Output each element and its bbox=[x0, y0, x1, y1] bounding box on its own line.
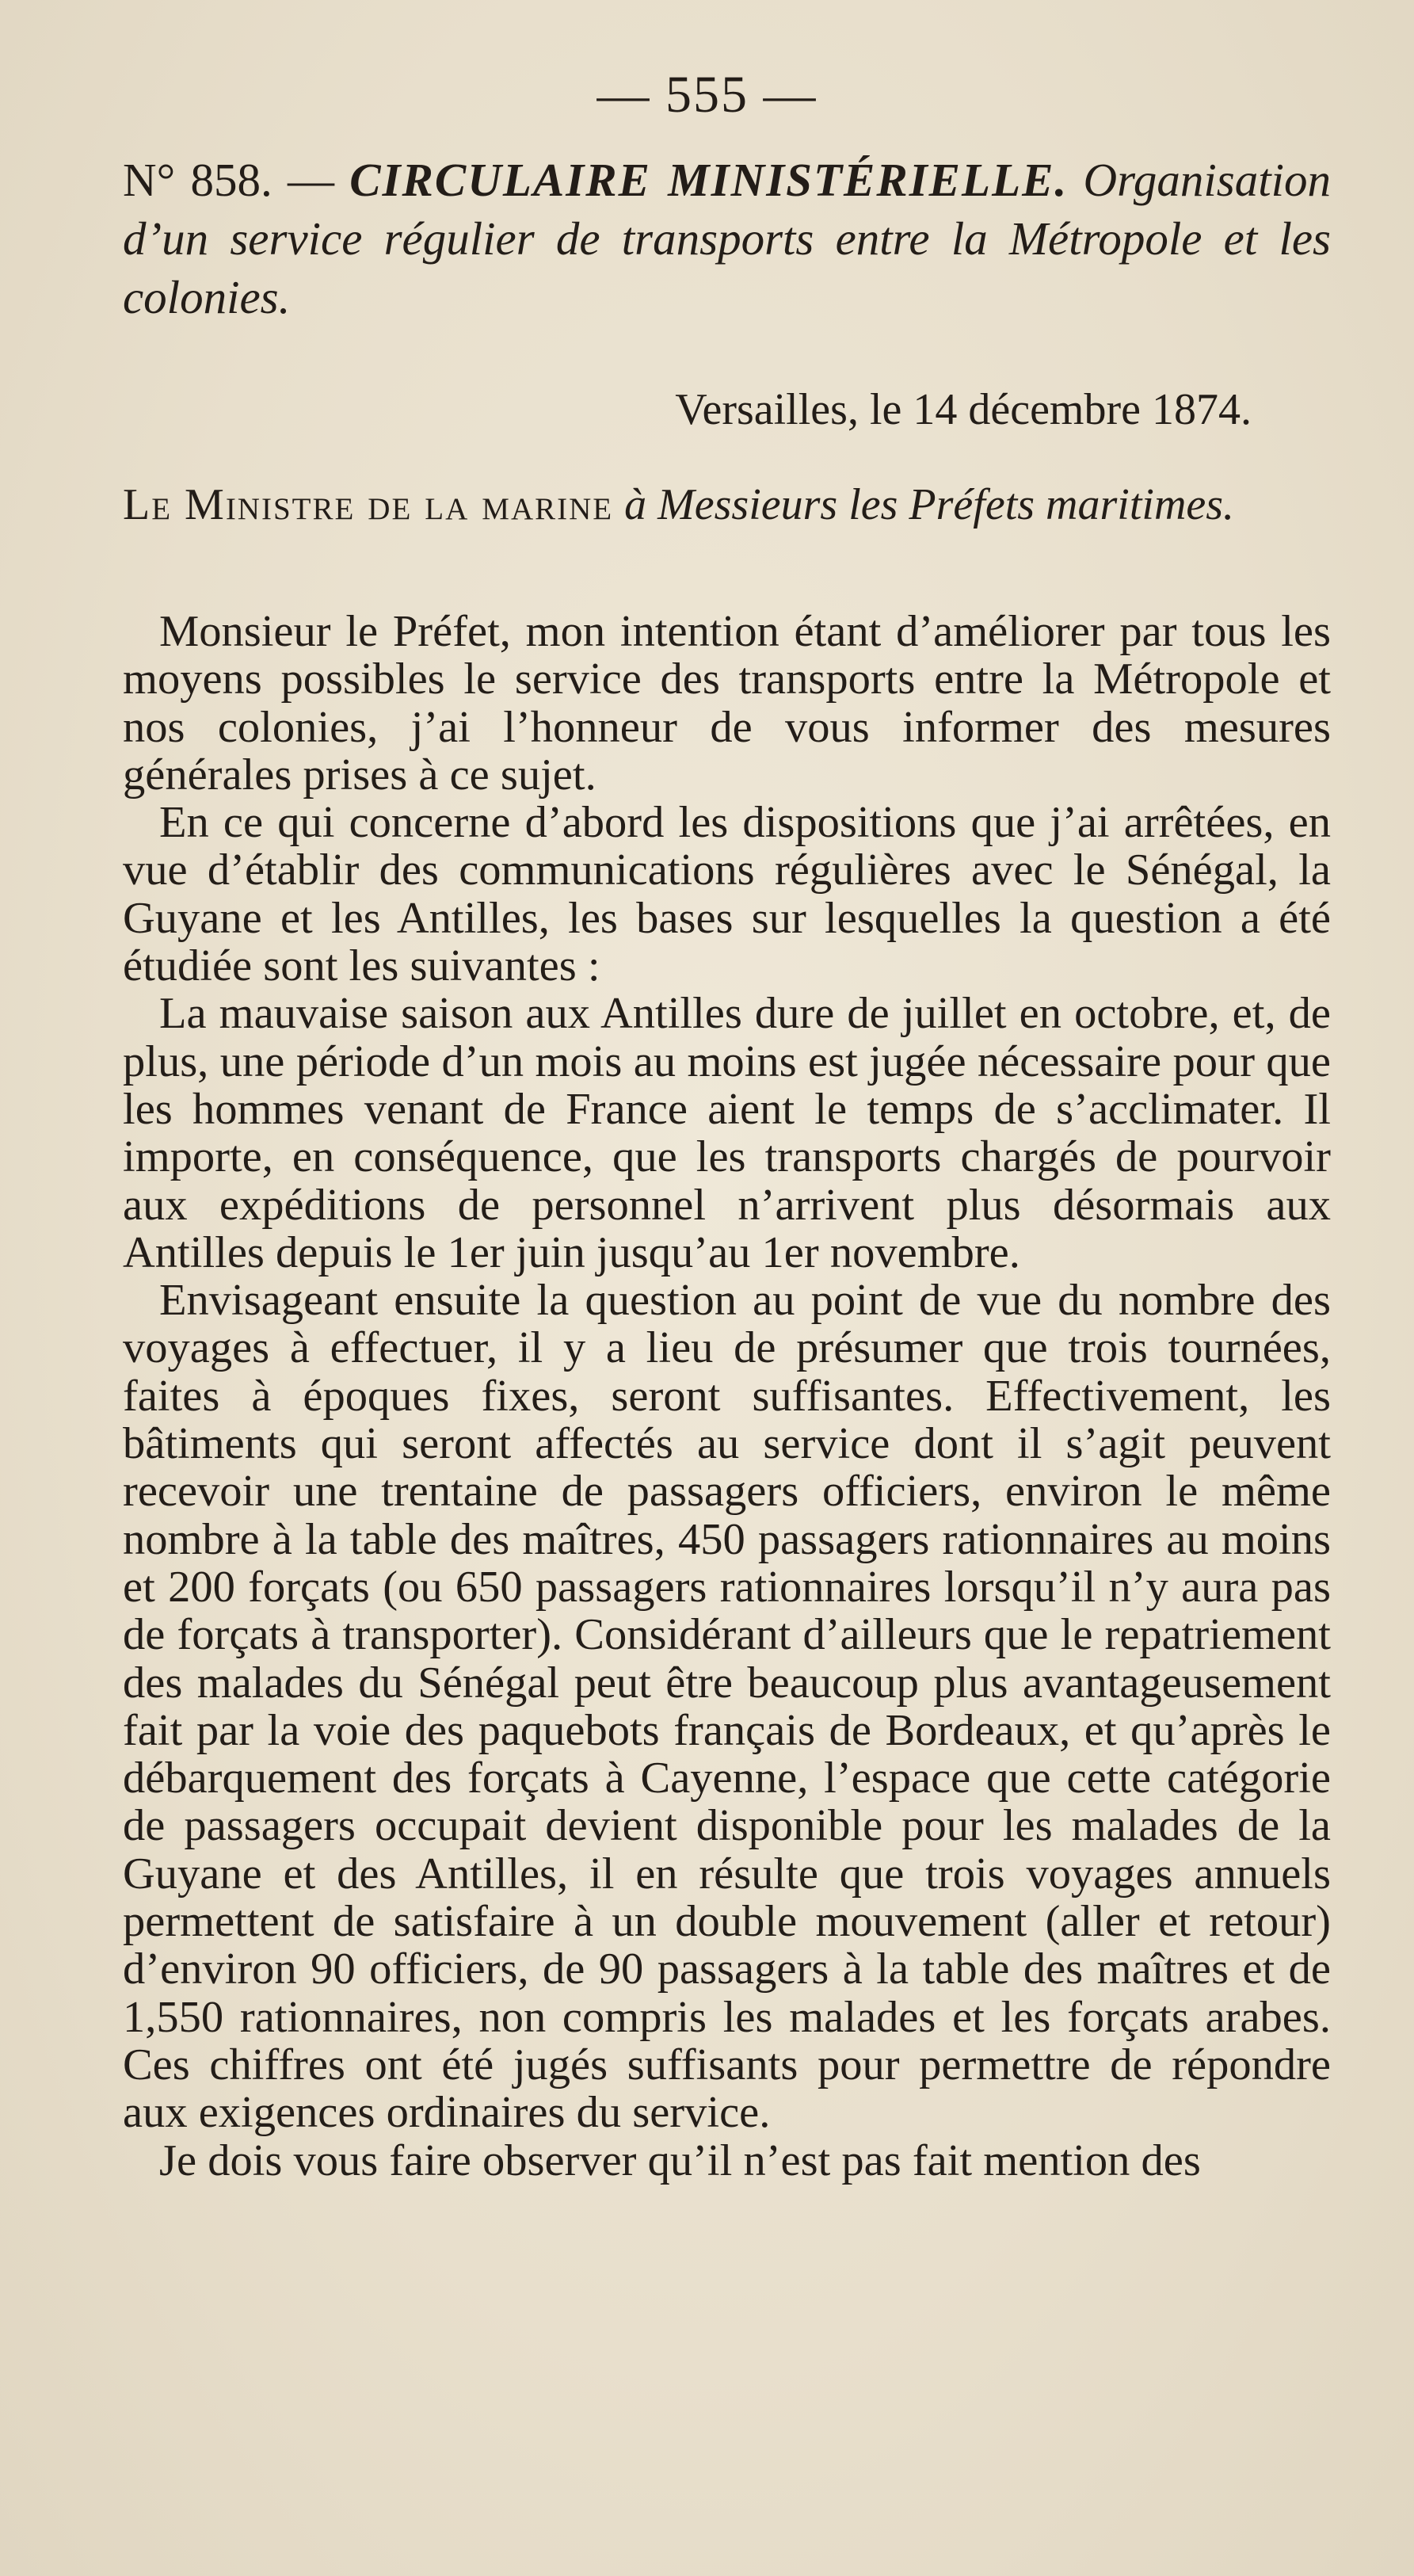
sender: Le Ministre de la marine bbox=[123, 480, 614, 529]
paragraph-3: La mauvaise saison aux Antilles dure de juillet en octobre, et, de plus, une période d’un mois au moins est jugée nécessaire pour que les hommes venant de France aient le temps de s’acclimater. Il importe, en conséquence, que les transports chargés de pourvoir aux expéditions de personnel n’arrivent plus désormais aux Antilles depuis le 1er juin jusqu’au 1er novembre. bbox=[123, 989, 1331, 1277]
paragraph-1: Monsieur le Préfet, mon intention étant d’améliorer par tous les moyens possibles le service des transports entre la Métropole et nos colonies, j’ai l’honneur de vous informer des mesures générales prises à ce sujet. bbox=[123, 607, 1331, 800]
page-number: — 555 — bbox=[596, 66, 818, 124]
address-line bbox=[123, 477, 1331, 532]
body-text bbox=[123, 608, 1331, 2185]
document-title: CIRCULAIRE MINISTÉRIELLE. bbox=[349, 154, 1069, 206]
document-subject: Organisation d’un service régulier de transports entre la Métropole et les colonies. bbox=[123, 154, 1332, 323]
dateline: Versailles, le 14 décembre 1874. bbox=[675, 385, 1252, 434]
page-content bbox=[123, 151, 1331, 2185]
document-heading bbox=[123, 151, 1331, 326]
paragraph-4: Envisageant ensuite la question au point de vue du nombre des voyages à effectuer, il y a lieu de présumer que trois tournées, faites à époques fixes, seront suffisantes. Effectivement, les bâtiments qui seront affectés au service dont il s’agit peuvent recevoir une trentaine de passagers officiers, environ le même nombre à la table des maîtres, 450 passagers rationnaires au moins et 200 forçats (ou 650 passagers rationnaires lorsqu’il n’y aura pas de forçats à transporter). Considérant d’ailleurs que le repatriement des malades du Sénégal peut être beaucoup plus avantageusement fait par la voie des paquebots français de Bordeaux, et qu’après le débarquement des forçats à Cayenne, l’espace que cette catégorie de passagers occupait devient disponible pour les malades de la Guyane et des Antilles, il en résulte que trois voyages annuels permettent de satisfaire à un double mouvement (aller et retour) d’environ 90 officiers, de 90 passagers à la table des maîtres et de 1,550 rationnaires, non compris les malades et les forçats arabes. Ces chiffres ont été jugés suffisants pour permettre de répondre aux exigences ordinaires du service. bbox=[123, 1276, 1331, 2138]
paragraph-2: En ce qui concerne d’abord les dispositions que j’ai arrêtées, en vue d’établir des communications régulières avec le Sénégal, la Guyane et les Antilles, les bases sur lesquelles la question a été étudiée sont les suivantes : bbox=[123, 798, 1331, 991]
recipient: à Messieurs les Préfets maritimes. bbox=[613, 480, 1235, 529]
paragraph-5: Je dois vous faire observer qu’il n’est pas fait mention des bbox=[159, 2135, 1201, 2185]
document-number: N° 858. — bbox=[123, 154, 350, 206]
